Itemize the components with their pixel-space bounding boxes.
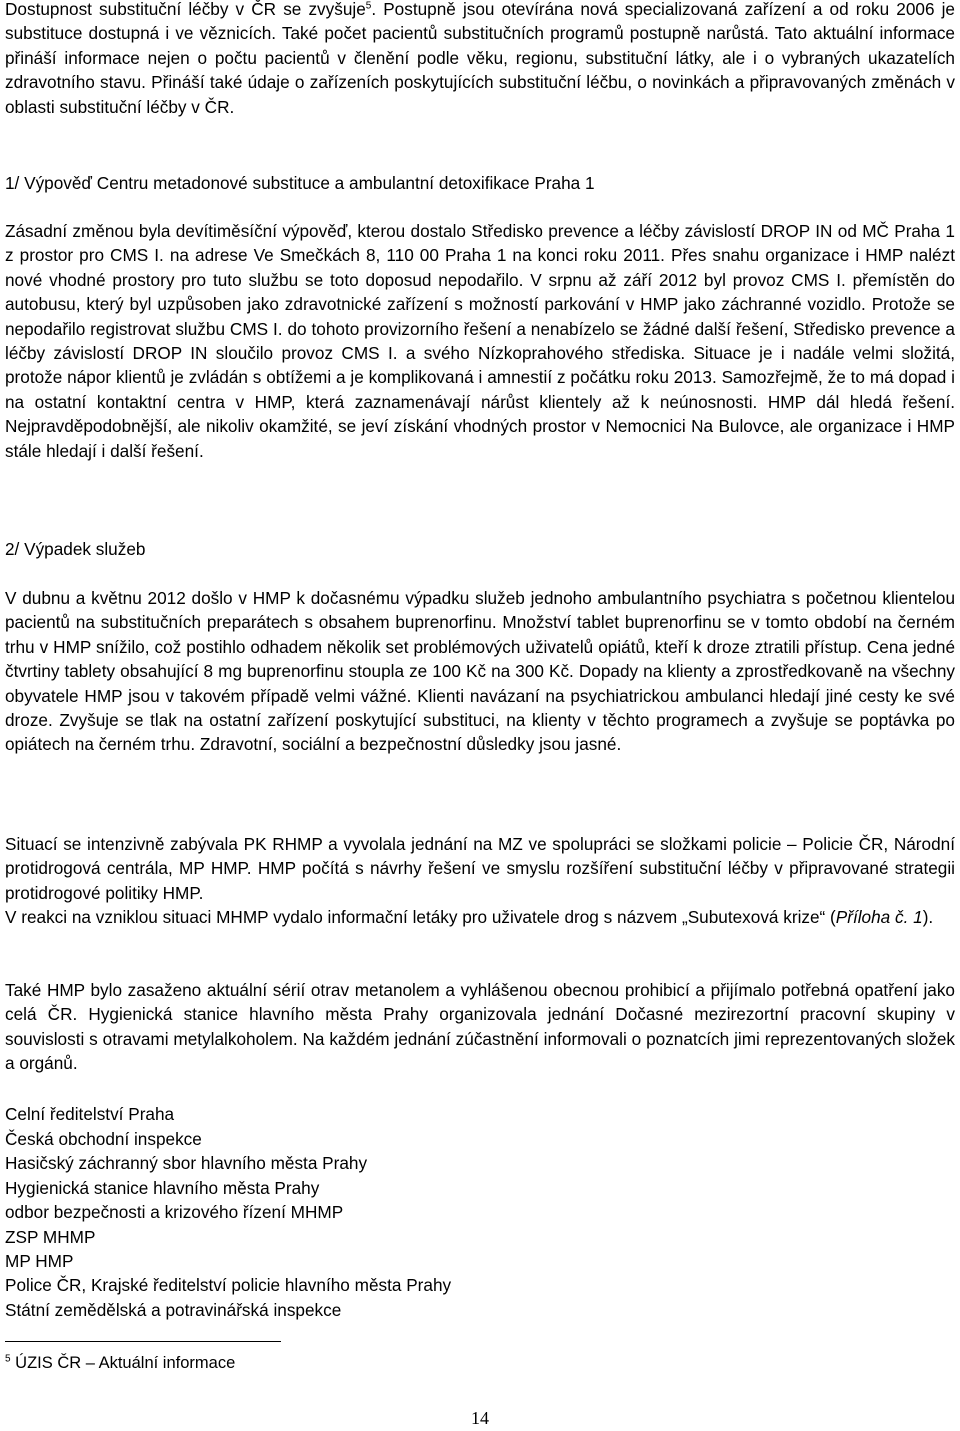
section-2-body: V dubnu a květnu 2012 došlo v HMP k dočasnému výpadku služeb jednoho ambulantního psychiatra s početnou klientelou pacientů na substitučních preparátech s obsahem buprenorfinu. Množství tablet buprenorfinu se v tomto období na černém trhu v HMP snížilo, což postihlo odhadem několik set problémových uživatelů opiátů, kteří k droze ztratili přístup. Cena jedné čtvrtiny tablety obsahující 8 mg buprenorfinu stoupla ze 100 Kč na 300 Kč. Dopady na klienty a zprostředkovaně na všechny obyvatele HMP jsou v takovém případě velmi vážné. Klienti navázaní na psychiatrickou ambulanci hledají jiné cesty ke své droze. Zvyšuje se tlak na ostatní zařízení poskytující substituci, na klienty v těchto programech a zvyšuje se poptávka po opiátech na černém trhu. Zdravotní, sociální a bezpečnostní důsledky jsou jasné. [5,588,955,755]
agency-item: Hygienická stanice hlavního města Prahy [5,1178,320,1198]
attachment-reference: Příloha č. 1 [835,907,923,927]
section-1-body: Zásadní změnou byla devítiměsíční výpověď, kterou dostalo Středisko prevence a léčby závislostí DROP IN od MČ Praha 1 z prostor pro CMS I. na adrese Ve Smečkách 8, 110 00 Praha 1 na konci roku 2011. Přes snahu organizace i HMP nalézt nové vhodné prostory pro tuto službu se toto doposud nepodařilo. V srpnu až září 2012 byl provoz CMS I. přemístěn do autobusu, který byl uzpůsoben jako zdravotnické zařízení s možností parkování v HMP jako záchranné vozidlo. Protože se nepodařilo registrovat službu CMS I. do tohoto provizorního řešení a nenabízelo se žádné další řešení, Středisko prevence a léčby závislostí DROP IN sloučilo provoz CMS I. a svého Nízkoprahového střediska. Situace je i nadále velmi složitá, protože nápor klientů je zvládán s obtížemi a je komplikovaná i amnestií z počátku roku 2013. Samozřejmě, že to má dopad i na ostatní kontaktní centra v HMP, která zaznamenávají nárůst klientely až k neúnosnosti. HMP dál hledá řešení. Nejpravděpodobnější, ale nikoliv okamžité, se jeví získání vhodných prostor v Nemocnici Na Bulovce, ale organizace i HMP stále hledají i další řešení. [5,221,955,461]
footnote-text: ÚZIS ČR – Aktuální informace [15,1354,236,1372]
page-number: 14 [471,1408,489,1428]
section-2-heading: 2/ Výpadek služeb [5,539,146,559]
intro-text-start: Dostupnost substituční léčby v ČR se zvyšuje [5,0,366,19]
intro-paragraph [5,0,955,119]
section-1-heading: 1/ Výpověď Centru metadonové substituce a ambulantní detoxifikace Praha 1 [5,173,595,193]
agency-item: Česká obchodní inspekce [5,1129,202,1149]
footnote-number: 5 [5,1353,11,1365]
agency-item: Hasičský záchranný sbor hlavního města Prahy [5,1153,368,1173]
methanol-paragraph: Také HMP bylo zasaženo aktuální sérií otrav metanolem a vyhlášenou obecnou prohibicí a přijímalo potřebná opatření jako celá ČR. Hygienická stanice hlavního města Prahy organizovala jednání Dočasné mezirezortní pracovní skupiny v souvislosti s otravami metylalkoholem. Na každém jednání zúčastnění informovali o poznatcích jimi reprezentovaných složek a orgánů. [5,980,955,1074]
agency-item: Celní ředitelství Praha [5,1104,175,1124]
leaflet-text-end: ). [922,907,934,927]
footnote [5,1353,235,1373]
agency-item: ZSP MHMP [5,1227,96,1247]
intro-text-rest: . Postupně jsou otevírána nová specializovaná zařízení a od roku 2006 je substituce dostupná i ve věznicích. Také počet pacientů substitučních programů postupně narůstá. Tato aktuální informace přináší informace nejen o počtu pacientů v členění podle věku, regionu, substituční látky, ale i o vybraných ukazatelích zdravotního stavu. Přináší také údaje o zařízeních poskytujících substituční léčbu, o novinkách a připravovaných změnách v oblasti substituční léčby v ČR. [5,0,955,117]
agency-item: MP HMP [5,1251,74,1271]
agency-item: Police ČR, Krajské ředitelství policie hlavního města Prahy [5,1275,452,1295]
leaflet-text-start: V reakci na vzniklou situaci MHMP vydalo informační letáky pro uživatele drog s názvem „Subutexová krize“ ( [5,907,836,927]
footnote-separator [5,1341,281,1342]
agency-item: odbor bezpečnosti a krizového řízení MHMP [5,1202,344,1222]
agency-item: Státní zemědělská a potravinářská inspekce [5,1300,342,1320]
leaflet-paragraph [5,905,955,929]
situation-paragraph: Situací se intenzivně zabývala PK RHMP a vyvolala jednání na MZ ve spolupráci se složkami policie – Policie ČR, Národní protidrogová centrála, MP HMP. HMP počítá s návrhy řešení ve smyslu rozšíření substituční léčby v připravované strategii protidrogové politiky HMP. [5,834,955,903]
footnote-reference: 5 [365,0,372,12]
